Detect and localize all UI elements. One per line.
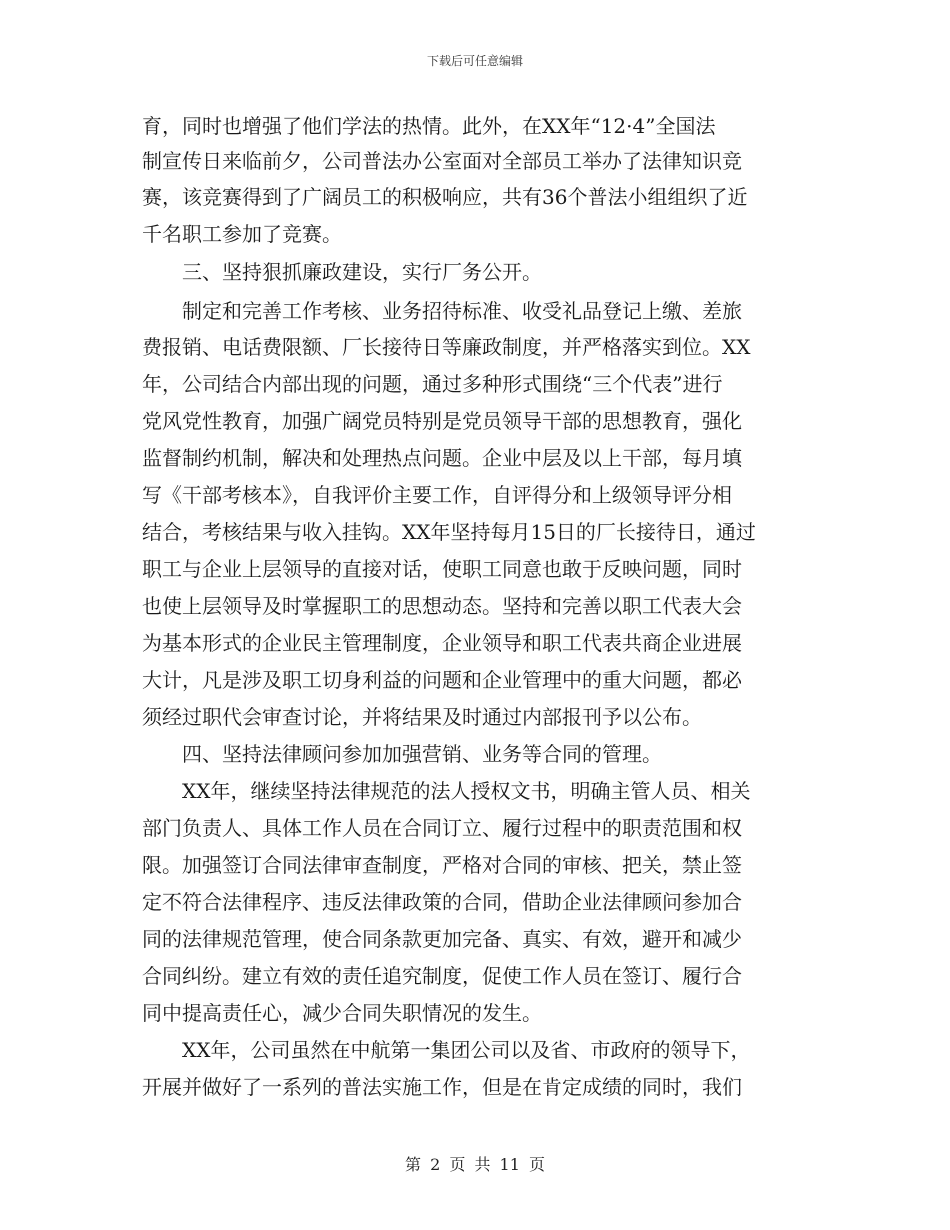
body-line: XX年，公司虽然在中航第一集团公司以及省、市政府的领导下， [182,1038,751,1062]
body-line: 开展并做好了一系列的普法实施工作，但是在肯定成绩的同时，我们 [142,1075,742,1099]
page-footer: 第 2 页 共 11 页 [405,1155,545,1174]
body-line: 须经过职代会审查讨论，并将结果及时通过内部报刊予以公布。 [142,705,702,729]
body-line: 年，公司结合内部出现的问题，通过多种形式围绕“三个代表”进行 [142,372,723,396]
body-line: 同的法律规范管理，使合同条款更加完备、真实、有效，避开和减少 [142,927,742,951]
body-line: 监督制约机制，解决和处理热点问题。企业中层及以上干部，每月填 [142,446,742,470]
body-line: XX年，继续坚持法律规范的法人授权文书，明确主管人员、相关 [182,779,751,803]
body-line: 结合，考核结果与收入挂钩。XX年坚持每月15日的厂长接待日，通过 [142,520,756,544]
body-line: 合同纠纷。建立有效的责任追究制度，促使工作人员在签订、履行合 [142,964,742,988]
body-line: 千名职工参加了竞赛。 [142,222,342,246]
body-line: 大计，凡是涉及职工切身利益的问题和企业管理中的重大问题，都必 [142,668,742,692]
body-line: 制定和完善工作考核、业务招待标准、收受礼品登记上缴、差旅 [182,299,742,323]
page-header: 下载后可任意编辑 [426,54,523,68]
body-line: 定不符合法律程序、违反法律政策的合同，借助企业法律顾问参加合 [142,890,742,914]
body-line: 制宣传日来临前夕，公司普法办公室面对全部员工举办了法律知识竞 [142,149,742,173]
body-line: 同中提高责任心，减少合同失职情况的发生。 [142,1001,542,1025]
section-heading: 三、坚持狠抓廉政建设，实行厂务公开。 [182,260,542,284]
body-line: 党风党性教育，加强广阔党员特别是党员领导干部的思想教育，强化 [142,409,742,433]
body-line: 职工与企业上层领导的直接对话，使职工同意也敢于反映问题，同时 [142,557,742,581]
section-heading: 四、坚持法律顾问参加加强营销、业务等合同的管理。 [182,742,662,766]
body-line: 限。加强签订合同法律审查制度，严格对合同的审核、把关，禁止签 [142,853,742,877]
body-line: 写《干部考核本》，自我评价主要工作，自评得分和上级领导评分相 [142,483,732,507]
body-line: 费报销、电话费限额、厂长接待日等廉政制度，并严格落实到位。XX [142,335,751,359]
body-line: 也使上层领导及时掌握职工的思想动态。坚持和完善以职工代表大会 [142,594,742,618]
body-line: 赛，该竞赛得到了广阔员工的积极响应，共有36个普法小组组织了近 [142,185,748,209]
body-line: 部门负责人、具体工作人员在合同订立、履行过程中的职责范围和权 [142,816,742,840]
body-line: 为基本形式的企业民主管理制度，企业领导和职工代表共商企业进展 [142,631,742,655]
body-line: 育，同时也增强了他们学法的热情。此外，在XX年“12·4”全国法 [142,114,716,138]
